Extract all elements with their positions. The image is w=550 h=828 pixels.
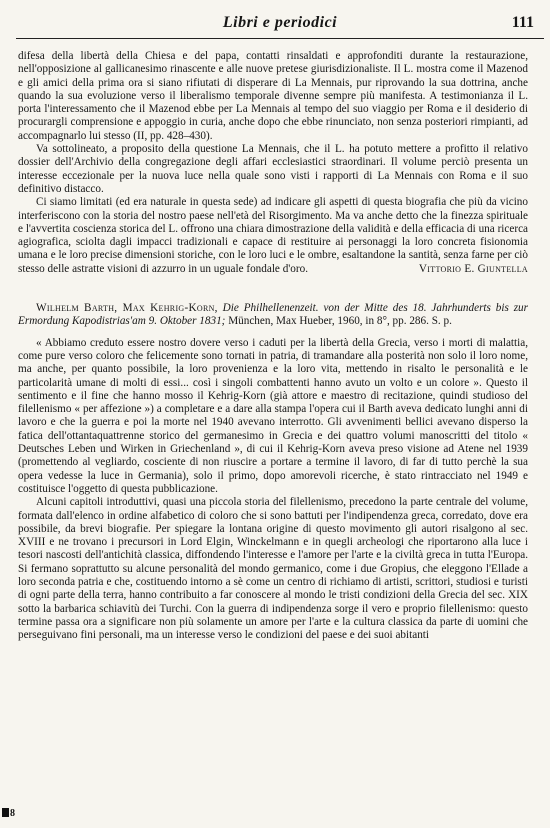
- paragraph: « Abbiamo creduto essere nostro dovere verso i caduti per la libertà della Grecia, verso i morti di malattia, come pure verso coloro che felicemente sono tornati in patria, di tramandare alla posterità non solo il loro nome, ma anche, per quanto possibile, la loro provenienza e la loro vita, mettendo in risalto le personalità e le particolarità umane di molti di essi... così i singoli combattenti hanno avuto un volto e un colore ». Questo il sentimento e il fine che hanno mosso il Kehrig-Korn (già attore e maestro di recitazione, quindi studioso del filellenismo « per affezione ») a completare e a dare alla stampa l'opera cui il Barth aveva dedicato lunghi anni di lavoro e che la guerra e poi la morte nel 1940 avevano interrotto. Gli avvenimenti bellici avevano disperso la fatica dell'ottantaquattrenne storico del germanesimo in Grecia e dei quattro volumi manoscritti del titolo « Deutsches Leben und Wirken in Griechenland », di cui il Kehrig-Korn aveva preso visione ad Atene nel 1939 (promettendo al vegliardo, cosciente di non riuscire a portare a termine il lavoro, di far di tutto perchè la sua opera vedesse la luce in Germania), solo il primo, dopo amorevoli ricerche, è stato rintracciato nel 1949 e costituisce l'oggetto di questa pubblicazione.: [18, 336, 528, 495]
- page-body: [18, 50, 528, 642]
- running-title: Libri e periodici: [222, 14, 338, 31]
- paragraph: difesa della libertà della Chiesa e del papa, contatti rinsaldati e approfonditi durante la restaurazione, nell'opposizione al gallicanesimo rinascente e alle nuove pretese giurisdizionaliste. Il L. mostra come il Mazenod e gli amici della prima ora si siano rifiutati di disperare di La Mennais, pur riprovando la sua dottrina, anche quando la sua evoluzione verso il liberalismo temporale divenne sempre più manifesta. A testimonianza il L. porta l'interessamento che il Mazenod ebbe per La Mennais al tempo del suo viaggio per Roma e il desiderio di procurargli comprensione e appoggio in curia, anche dopo che ebbe rinunciato, non senza posteriori rimpianti, ad accompagnarlo lui stesso (II, pp. 428–430).: [18, 50, 528, 142]
- page-number: 111: [511, 14, 534, 31]
- paragraph: Va sottolineato, a proposito della questione La Mennais, che il L. ha potuto mettere a profitto il relativo dossier dell'Archivio della congregazione degli affari ecclesiastici straordinari. Il volume perciò presenta un interesse eccezionale per la nuova luce nella quale sono visti i rapporti di La Mennais con Roma e il suo definitivo distacco.: [18, 143, 528, 195]
- running-header: [16, 14, 544, 39]
- paragraph: Alcuni capitoli introduttivi, quasi una piccola storia del filellenismo, precedono la parte centrale del volume, formata dall'elenco in ordine alfabetico di coloro che si sono battuti per l'indipendenza greca, corredato, dove era possibile, da brevi biografie. Per spiegare la lontana origine di questo movimento gli autori risalgono al sec. XVIII e ne trovano i precursori in Lord Elgin, Winckelmann e in quegli archeologi che riportarono alla luce i tesori nascosti dell'antichità classica, diffondendo l'interesse e l'amore per l'arte e la civiltà greca in tutta l'Europa. Si fermano soprattutto su alcune personalità del mondo germanico, come i due Gropius, che eleggono l'Ellade a loro seconda patria e che, costituendo intorno a sè come un centro di richiamo di artisti, scrittori, studiosi e turisti di ogni parte della terra, hanno contribuito a far conoscere al mondo le tristi condizioni della Grecia del sec. XIX sotto la barbarica schiavitù dei Turchi. Con la guerra di indipendenza sorge il vero e proprio filellenismo: questo termine passa ora a significare non più solamente un amore per l'arte e la cultura classica da parte di uomini che perseguivano fini personali, ma un interesse verso le condizioni del paese e dei suoi abitanti: [18, 496, 528, 642]
- bibliographic-reference: [18, 302, 528, 329]
- reviewer-signature: Vittorio E. Giuntella: [418, 262, 528, 275]
- publication-details: München, Max Hueber, 1960, in 8°, pp. 286. S. p.: [228, 315, 452, 328]
- review-barth: [18, 302, 528, 642]
- book-authors: Wilhelm Barth, Max Kehrig-Korn,: [36, 302, 218, 315]
- paragraph: Ci siamo limitati (ed era naturale in questa sede) ad indicare gli aspetti di questa biografia che più da vicino interferiscono con la storia del nostro paese nell'età del Risorgimento. Ma va anche detto che la finezza spirituale e l'avvertita coscienza storica del L. offrono una chiara dimostrazione della validità e della efficacia di una ricerca agiografica, sciolta dagli impacci tradizionali e capace di restituire ai personaggi la loro concreta fisionomia umana e le loro precise dimensioni storiche, con le loro luci e le ombre, esaltandone la santità, senza farne per ciò stesso delle astratte visioni di azzurro in un uguale fondale d'oro.: [18, 196, 528, 275]
- review-continuation: [18, 50, 528, 276]
- book-title: Die Philhellenenzeit. von der Mitte des 18. Jahrhunderts bis zur Ermordung Kapodistrias'am 9. Oktober 1831;: [18, 302, 528, 328]
- signature-mark-number: 8: [10, 808, 15, 819]
- section-gap: [18, 276, 528, 302]
- signature-mark-square: [2, 808, 9, 817]
- signature-mark: [2, 808, 15, 819]
